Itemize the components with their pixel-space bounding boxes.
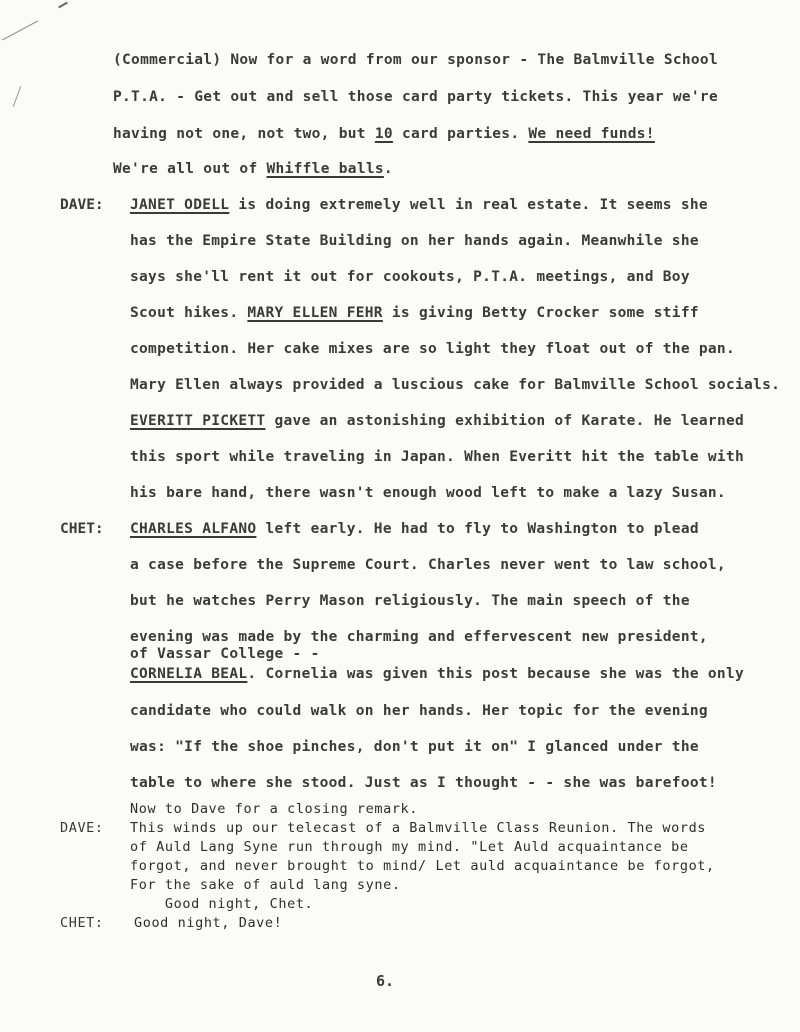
dialogue-line: says she'll rent it out for cookouts, P.T.A. meetings, and Boy xyxy=(130,269,690,285)
dialogue-line: Good night, Chet. xyxy=(130,896,314,912)
underlined-funds: We need funds! xyxy=(528,126,655,142)
name-cornelia-beal: CORNELIA BEAL xyxy=(130,666,248,682)
dialogue-line: Good night, Dave! xyxy=(134,915,283,931)
dialogue-line: evening was made by the charming and effervescent new president, xyxy=(130,629,708,645)
dialogue-line: candidate who could walk on her hands. Her topic for the evening xyxy=(130,703,708,719)
name-mary-ellen-fehr: MARY ELLEN FEHR xyxy=(247,305,383,321)
dialogue-line: Now to Dave for a closing remark. xyxy=(130,801,419,817)
speaker-dave: DAVE: xyxy=(60,197,104,213)
edge-mark xyxy=(13,86,21,107)
dialogue-line: CHARLES ALFANO left early. He had to fly to Washington to plead xyxy=(130,521,699,537)
dialogue-line: This winds up our telecast of a Balmville Class Reunion. The words xyxy=(130,820,707,836)
dialogue-line: For the sake of auld lang syne. xyxy=(130,877,401,893)
dialogue-line: Scout hikes. MARY ELLEN FEHR is giving Betty Crocker some stiff xyxy=(130,305,699,321)
name-charles-alfano: CHARLES ALFANO xyxy=(130,521,257,537)
page-number: 6. xyxy=(376,972,395,990)
dialogue-line: Mary Ellen always provided a luscious cake for Balmville School socials. xyxy=(130,377,781,393)
dialogue-line: has the Empire State Building on her hands again. Meanwhile she xyxy=(130,233,699,249)
underlined-number: 10 xyxy=(374,126,393,142)
dialogue-line: of Auld Lang Syne run through my mind. "Let Auld acquaintance be xyxy=(130,839,689,855)
name-everitt-pickett: EVERITT PICKETT xyxy=(130,413,266,429)
name-janet-odell: JANET ODELL xyxy=(130,197,230,213)
commercial-line-2: P.T.A. - Get out and sell those card party tickets. This year we're xyxy=(113,89,718,105)
speaker-chet: CHET: xyxy=(60,521,104,537)
dialogue-line: this sport while traveling in Japan. When Everitt hit the table with xyxy=(130,449,745,465)
dialogue-line: CORNELIA BEAL. Cornelia was given this post because she was the only xyxy=(130,666,745,682)
speaker-chet: CHET: xyxy=(60,915,104,931)
dialogue-line: his bare hand, there wasn't enough wood left to make a lazy Susan. xyxy=(130,485,726,501)
dialogue-line: of Vassar College - - xyxy=(130,646,320,662)
underlined-whiffle: Whiffle balls xyxy=(266,161,384,177)
commercial-line-1: (Commercial) Now for a word from our sponsor - The Balmville School xyxy=(113,52,718,68)
dialogue-line: a case before the Supreme Court. Charles never went to law school, xyxy=(130,557,726,573)
dialogue-line: JANET ODELL is doing extremely well in real estate. It seems she xyxy=(130,197,708,213)
speaker-dave: DAVE: xyxy=(60,820,104,836)
commercial-line-3: having not one, not two, but 10 card parties. We need funds! xyxy=(113,126,655,142)
dialogue-line: EVERITT PICKETT gave an astonishing exhibition of Karate. He learned xyxy=(130,413,745,429)
dialogue-line: was: "If the shoe pinches, don't put it on" I glanced under the xyxy=(130,739,699,755)
corner-mark xyxy=(58,2,68,9)
edge-mark xyxy=(2,21,38,41)
commercial-line-4: We're all out of Whiffle balls. xyxy=(113,161,393,177)
dialogue-line: but he watches Perry Mason religiously. The main speech of the xyxy=(130,593,690,609)
dialogue-line: table to where she stood. Just as I thought - - she was barefoot! xyxy=(130,775,717,791)
dialogue-line: competition. Her cake mixes are so light they float out of the pan. xyxy=(130,341,735,357)
dialogue-line: forgot, and never brought to mind/ Let auld acquaintance be forgot, xyxy=(130,858,715,874)
